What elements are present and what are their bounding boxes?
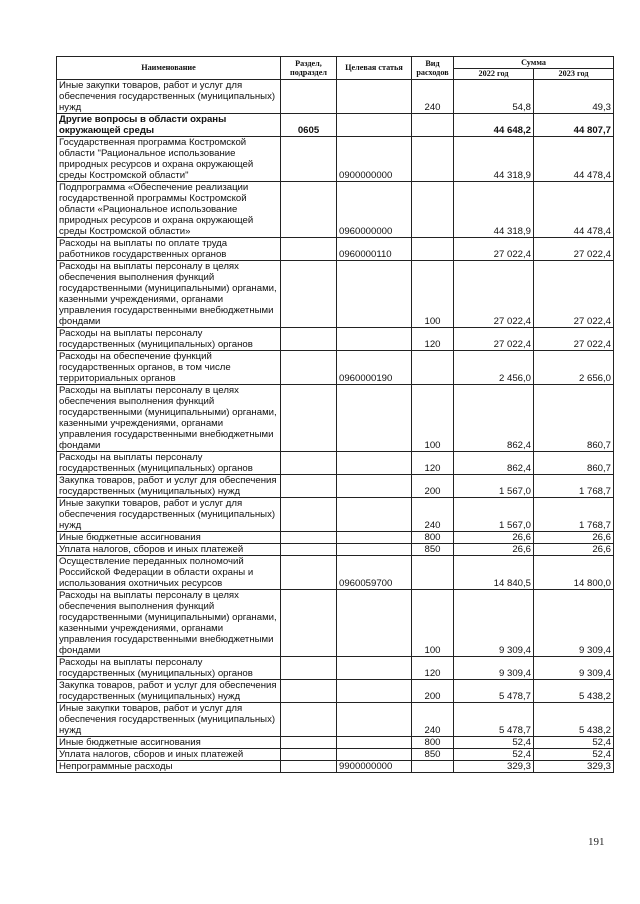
table-row <box>57 385 614 452</box>
header-target: Целевая статья <box>337 57 412 80</box>
row-value-2022: 27 022,4 <box>454 238 534 261</box>
table-row <box>57 532 614 544</box>
row-name: Осуществление переданных полномочий Российской Федерации в области охраны и использования охотничьих ресурсов <box>57 556 281 590</box>
header-2023: 2023 год <box>534 69 614 80</box>
row-section <box>281 182 337 238</box>
row-name: Иные закупки товаров, работ и услуг для обеспечения государственных (муниципальных) нужд <box>57 703 281 737</box>
row-value-2023: 14 800,0 <box>534 556 614 590</box>
row-target <box>337 261 412 328</box>
table-row <box>57 590 614 657</box>
row-name: Расходы на выплаты по оплате труда работников государственных органов <box>57 238 281 261</box>
table-row <box>57 80 614 114</box>
row-type <box>412 238 454 261</box>
table-row <box>57 544 614 556</box>
row-value-2022: 26,6 <box>454 544 534 556</box>
row-section <box>281 351 337 385</box>
row-section <box>281 761 337 773</box>
row-target <box>337 498 412 532</box>
row-value-2022: 14 840,5 <box>454 556 534 590</box>
row-target: 0960059700 <box>337 556 412 590</box>
row-value-2023: 27 022,4 <box>534 261 614 328</box>
row-value-2023: 26,6 <box>534 532 614 544</box>
header-section: Раздел, подраздел <box>281 57 337 80</box>
row-target: 0960000190 <box>337 351 412 385</box>
table-row <box>57 238 614 261</box>
row-target <box>337 680 412 703</box>
row-section <box>281 737 337 749</box>
row-name: Расходы на обеспечение функций государственных органов, в том числе территориальных органов <box>57 351 281 385</box>
row-type: 800 <box>412 737 454 749</box>
row-name: Иные бюджетные ассигнования <box>57 532 281 544</box>
row-name: Иные закупки товаров, работ и услуг для обеспечения государственных (муниципальных) нужд <box>57 498 281 532</box>
row-value-2023: 44 478,4 <box>534 182 614 238</box>
header-2022: 2022 год <box>454 69 534 80</box>
row-target <box>337 749 412 761</box>
row-value-2023: 860,7 <box>534 452 614 475</box>
row-value-2023: 860,7 <box>534 385 614 452</box>
row-target: 0960000110 <box>337 238 412 261</box>
row-section <box>281 261 337 328</box>
row-value-2023: 44 807,7 <box>534 114 614 137</box>
row-type: 850 <box>412 749 454 761</box>
row-value-2023: 329,3 <box>534 761 614 773</box>
row-section: 0605 <box>281 114 337 137</box>
row-value-2022: 54,8 <box>454 80 534 114</box>
row-name: Государственная программа Костромской области "Рациональное использование природных ресурсов и охрана окружающей среды Костромской области" <box>57 137 281 182</box>
row-value-2022: 1 567,0 <box>454 475 534 498</box>
row-section <box>281 657 337 680</box>
row-value-2022: 44 648,2 <box>454 114 534 137</box>
row-value-2023: 5 438,2 <box>534 680 614 703</box>
row-target <box>337 452 412 475</box>
row-section <box>281 590 337 657</box>
row-section <box>281 80 337 114</box>
row-type: 120 <box>412 452 454 475</box>
table-row <box>57 749 614 761</box>
row-target <box>337 703 412 737</box>
row-section <box>281 544 337 556</box>
row-target <box>337 590 412 657</box>
row-value-2023: 9 309,4 <box>534 590 614 657</box>
row-section <box>281 475 337 498</box>
row-value-2022: 862,4 <box>454 385 534 452</box>
row-section <box>281 532 337 544</box>
table-row <box>57 475 614 498</box>
row-value-2023: 27 022,4 <box>534 328 614 351</box>
header-sum: Сумма <box>454 57 614 69</box>
row-value-2023: 1 768,7 <box>534 498 614 532</box>
row-name: Расходы на выплаты персоналу государственных (муниципальных) органов <box>57 328 281 351</box>
header-name: Наименование <box>57 57 281 80</box>
table-row <box>57 328 614 351</box>
row-value-2022: 5 478,7 <box>454 680 534 703</box>
table-row <box>57 261 614 328</box>
table-row <box>57 556 614 590</box>
row-value-2023: 44 478,4 <box>534 137 614 182</box>
row-section <box>281 385 337 452</box>
row-type: 240 <box>412 80 454 114</box>
row-type: 100 <box>412 590 454 657</box>
row-name: Закупка товаров, работ и услуг для обеспечения государственных (муниципальных) нужд <box>57 475 281 498</box>
row-value-2022: 27 022,4 <box>454 261 534 328</box>
row-name: Подпрограмма «Обеспечение реализации государственной программы Костромской области «Рациональное использование природных ресурсов и охрана окружающей среды Костромской области» <box>57 182 281 238</box>
row-value-2022: 26,6 <box>454 532 534 544</box>
row-value-2023: 5 438,2 <box>534 703 614 737</box>
budget-table-container <box>56 56 613 773</box>
row-target <box>337 114 412 137</box>
row-type: 100 <box>412 385 454 452</box>
row-name: Расходы на выплаты персоналу государственных (муниципальных) органов <box>57 657 281 680</box>
row-value-2022: 329,3 <box>454 761 534 773</box>
row-name: Расходы на выплаты персоналу в целях обеспечения выполнения функций государственными (муниципальными) органами, казенными учреждениями, органами управления государственными внебюджетными фондами <box>57 590 281 657</box>
row-type: 100 <box>412 261 454 328</box>
row-value-2023: 9 309,4 <box>534 657 614 680</box>
row-section <box>281 556 337 590</box>
table-body <box>57 80 614 773</box>
row-target: 0900000000 <box>337 137 412 182</box>
row-target <box>337 737 412 749</box>
row-value-2022: 2 456,0 <box>454 351 534 385</box>
row-type <box>412 351 454 385</box>
table-row <box>57 657 614 680</box>
row-type: 120 <box>412 657 454 680</box>
row-target <box>337 328 412 351</box>
row-value-2023: 1 768,7 <box>534 475 614 498</box>
row-section <box>281 137 337 182</box>
row-value-2023: 49,3 <box>534 80 614 114</box>
row-type: 120 <box>412 328 454 351</box>
row-value-2022: 52,4 <box>454 737 534 749</box>
row-value-2022: 44 318,9 <box>454 137 534 182</box>
row-target <box>337 385 412 452</box>
row-type <box>412 761 454 773</box>
row-value-2022: 44 318,9 <box>454 182 534 238</box>
row-value-2022: 1 567,0 <box>454 498 534 532</box>
table-row <box>57 114 614 137</box>
row-value-2023: 52,4 <box>534 737 614 749</box>
row-name: Другие вопросы в области охраны окружающей среды <box>57 114 281 137</box>
row-section <box>281 703 337 737</box>
table-row <box>57 737 614 749</box>
row-type <box>412 137 454 182</box>
row-name: Уплата налогов, сборов и иных платежей <box>57 544 281 556</box>
row-value-2023: 27 022,4 <box>534 238 614 261</box>
row-name: Расходы на выплаты персоналу в целях обеспечения выполнения функций государственными (муниципальными) органами, казенными учреждениями, органами управления государственными внебюджетными фондами <box>57 385 281 452</box>
table-row <box>57 452 614 475</box>
row-type: 850 <box>412 544 454 556</box>
row-type: 240 <box>412 703 454 737</box>
page-number: 191 <box>588 836 605 848</box>
table-row <box>57 680 614 703</box>
budget-table <box>56 56 614 773</box>
row-target: 0960000000 <box>337 182 412 238</box>
row-value-2023: 2 656,0 <box>534 351 614 385</box>
row-name: Расходы на выплаты персоналу государственных (муниципальных) органов <box>57 452 281 475</box>
row-target: 9900000000 <box>337 761 412 773</box>
row-value-2022: 5 478,7 <box>454 703 534 737</box>
row-value-2022: 9 309,4 <box>454 657 534 680</box>
table-row <box>57 182 614 238</box>
table-row <box>57 703 614 737</box>
row-section <box>281 680 337 703</box>
row-name: Закупка товаров, работ и услуг для обеспечения государственных (муниципальных) нужд <box>57 680 281 703</box>
row-type: 200 <box>412 680 454 703</box>
row-value-2022: 52,4 <box>454 749 534 761</box>
row-value-2022: 9 309,4 <box>454 590 534 657</box>
table-row <box>57 351 614 385</box>
row-target <box>337 475 412 498</box>
row-target <box>337 80 412 114</box>
row-name: Непрограммные расходы <box>57 761 281 773</box>
row-type <box>412 182 454 238</box>
row-name: Иные бюджетные ассигнования <box>57 737 281 749</box>
header-type: Вид расходов <box>412 57 454 80</box>
row-target <box>337 544 412 556</box>
row-value-2022: 27 022,4 <box>454 328 534 351</box>
table-row <box>57 137 614 182</box>
row-value-2023: 26,6 <box>534 544 614 556</box>
row-section <box>281 238 337 261</box>
row-name: Уплата налогов, сборов и иных платежей <box>57 749 281 761</box>
row-section <box>281 452 337 475</box>
table-row <box>57 498 614 532</box>
table-row <box>57 761 614 773</box>
row-target <box>337 532 412 544</box>
row-type: 200 <box>412 475 454 498</box>
row-type: 240 <box>412 498 454 532</box>
row-section <box>281 498 337 532</box>
row-target <box>337 657 412 680</box>
row-section <box>281 749 337 761</box>
row-type: 800 <box>412 532 454 544</box>
row-type <box>412 114 454 137</box>
row-value-2023: 52,4 <box>534 749 614 761</box>
row-type <box>412 556 454 590</box>
row-name: Иные закупки товаров, работ и услуг для обеспечения государственных (муниципальных) нужд <box>57 80 281 114</box>
row-name: Расходы на выплаты персоналу в целях обеспечения выполнения функций государственными (муниципальными) органами, казенными учреждениями, органами управления государственными внебюджетными фондами <box>57 261 281 328</box>
row-section <box>281 328 337 351</box>
row-value-2022: 862,4 <box>454 452 534 475</box>
